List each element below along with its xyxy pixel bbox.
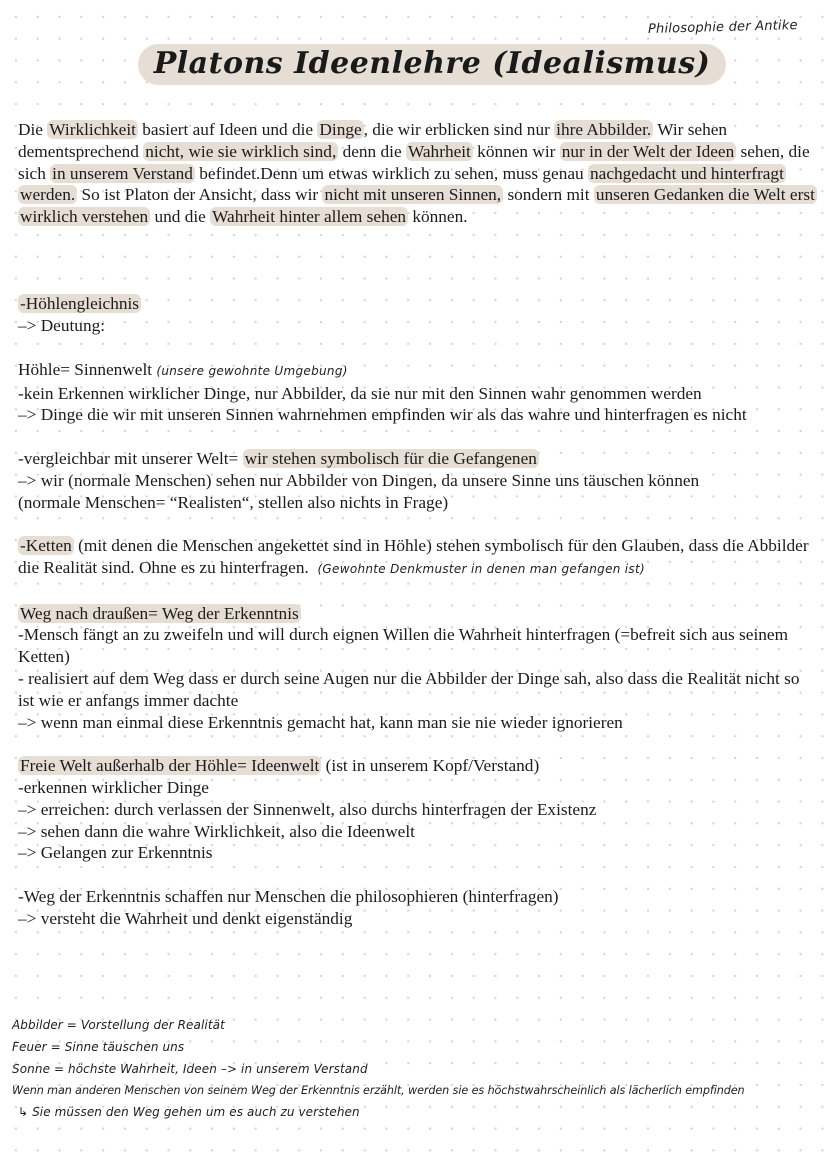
intro-highlight: nicht, wie sie wirklich sind, <box>145 141 337 161</box>
weg-line-2: - realisiert auf dem Weg dass er durch seine Augen nur die Abbilder der Dinge sah, also dass die Realität nicht so ist wie er anfangs immer dachte <box>18 668 800 710</box>
vergleich-line-2: –> wir (normale Menschen) sehen nur Abbilder von Dingen, da unsere Sinne uns täuschen können <box>18 470 700 490</box>
section-heading <box>18 293 818 315</box>
weg-line-1: -Mensch fängt an zu zweifeln und will durch eignen Willen die Wahrheit hinterfragen (=befreit sich aus seinem Ketten) <box>18 625 789 667</box>
hoehle-handwritten-note: (unsere gewohnte Umgebung) <box>156 363 348 378</box>
intro-text: denn die <box>338 141 406 161</box>
freie-line-4: –> Gelangen zur Erkenntnis <box>18 843 213 863</box>
cave-heading: -Höhlengleichnis <box>20 294 140 314</box>
intro-text: können. <box>408 207 468 227</box>
intro-highlight: unseren Gedanken die Welt erst wirklich verstehen <box>20 185 815 227</box>
intro-highlight: nur in der Welt der Ideen <box>561 141 735 161</box>
intro-highlight: Dinge <box>319 120 362 139</box>
weg-heading <box>18 603 818 625</box>
intro-highlight: Wahrheit <box>407 141 471 161</box>
subject-label: Philosophie der Antike <box>648 18 799 37</box>
freie-line-2: –> erreichen: durch verlassen der Sinnenwelt, also durchs hinterfragen der Existenz <box>18 799 597 819</box>
intro-highlight: nachgedacht und hinterfragt werden. <box>20 163 784 205</box>
vergleich-line-3: (normale Menschen= “Realisten“, stellen also nichts in Frage) <box>18 492 449 512</box>
vergleich-highlight: wir stehen symbolisch für die Gefangenen <box>244 448 537 468</box>
freie-heading <box>18 755 818 777</box>
deutung-line: –> Deutung: <box>18 316 106 336</box>
intro-paragraph <box>18 119 818 228</box>
note-abbilder: Abbilder = Vorstellung der Realität <box>12 1018 225 1032</box>
intro-text: So ist Platon der Ansicht, dass wir <box>77 185 323 205</box>
freie-line-3: –> sehen dann die wahre Wirklichkeit, also die Ideenwelt <box>18 821 415 841</box>
weg-line-3: –> wenn man einmal diese Erkenntnis gemacht hat, kann man sie nie wieder ignorieren <box>18 712 623 732</box>
philo-line-1: -Weg der Erkenntnis schaffen nur Menschen die philosophieren (hinterfragen) <box>18 886 559 906</box>
freie-line-1: -erkennen wirklicher Dinge <box>18 777 209 797</box>
intro-highlight: Wahrheit hinter allem sehen <box>212 207 407 227</box>
note-erzaehlen: Wenn man anderen Menschen von seinem Weg der Erkenntnis erzählt, werden sie es höchstwahrscheinlich als lächerlich empfinden <box>12 1084 745 1098</box>
intro-text: Die <box>18 120 48 139</box>
hoehle-heading <box>18 359 818 383</box>
intro-text: Wir sehen dementsprechend <box>18 120 728 161</box>
intro-highlight: nicht mit unseren Sinnen, <box>324 185 502 205</box>
hoehle-line-2: –> Dinge die wir mit unseren Sinnen wahrnehmen empfinden wir als das wahre und hinterfragen es nicht <box>18 405 747 425</box>
ketten-highlight: -Ketten <box>20 536 72 556</box>
ketten-handwritten-note: (Gewohnte Denkmuster in denen man gefangen ist) <box>317 561 645 576</box>
hoehle-line-1: -kein Erkennen wirklicher Dinge, nur Abbilder, da sie nur mit den Sinnen wahr genommen werden <box>18 383 702 403</box>
note-feuer: Feuer = Sinne täuschen uns <box>12 1039 185 1054</box>
intro-text: befindet.Denn um etwas wirklich zu sehen, muss genau <box>194 163 589 183</box>
intro-text: können wir <box>472 141 560 161</box>
intro-text: und die <box>150 207 211 227</box>
freie-rest: (ist in unserem Kopf/Verstand) <box>321 756 540 776</box>
intro-text: , die wir erblicken sind nur <box>363 120 555 139</box>
weg-label: Weg nach draußen= Weg der Erkenntnis <box>20 603 299 623</box>
hoehle-label: Höhle= Sinnenwelt <box>18 359 153 379</box>
vergleich-text: -vergleichbar mit unserer Welt= <box>18 448 243 468</box>
page-title: Platons Ideenlehre (Idealismus) <box>138 44 727 85</box>
intro-highlight: ihre Abbilder. <box>556 120 652 139</box>
vergleich-line-1 <box>18 448 818 470</box>
title-wrap <box>0 44 828 85</box>
intro-text: sehen, die sich <box>18 141 810 183</box>
freie-label: Freie Welt außerhalb der Höhle= Ideenwelt <box>20 756 320 776</box>
intro-highlight: Wirklichkeit <box>49 120 136 139</box>
intro-text: basiert auf Ideen und die <box>137 120 318 139</box>
ketten-text: (mit denen die Menschen angekettet sind in Höhle) stehen symbolisch für den Glauben, dass die Abbilder die Realität sind. Ohne es zu hinterfragen. <box>18 536 809 577</box>
philo-line-2: –> versteht die Wahrheit und denkt eigenständig <box>18 908 353 928</box>
ketten-paragraph <box>18 535 818 581</box>
intro-highlight: in unserem Verstand <box>52 163 193 183</box>
note-sonne: Sonne = höchste Wahrheit, Ideen –> in unserem Verstand <box>12 1061 368 1076</box>
handwritten-notes <box>12 1015 824 1124</box>
intro-text: sondern mit <box>503 185 594 205</box>
content <box>18 119 818 929</box>
note-weg-gehen: ↳ Sie müssen den Weg gehen um es auch zu verstehen <box>18 1105 360 1120</box>
